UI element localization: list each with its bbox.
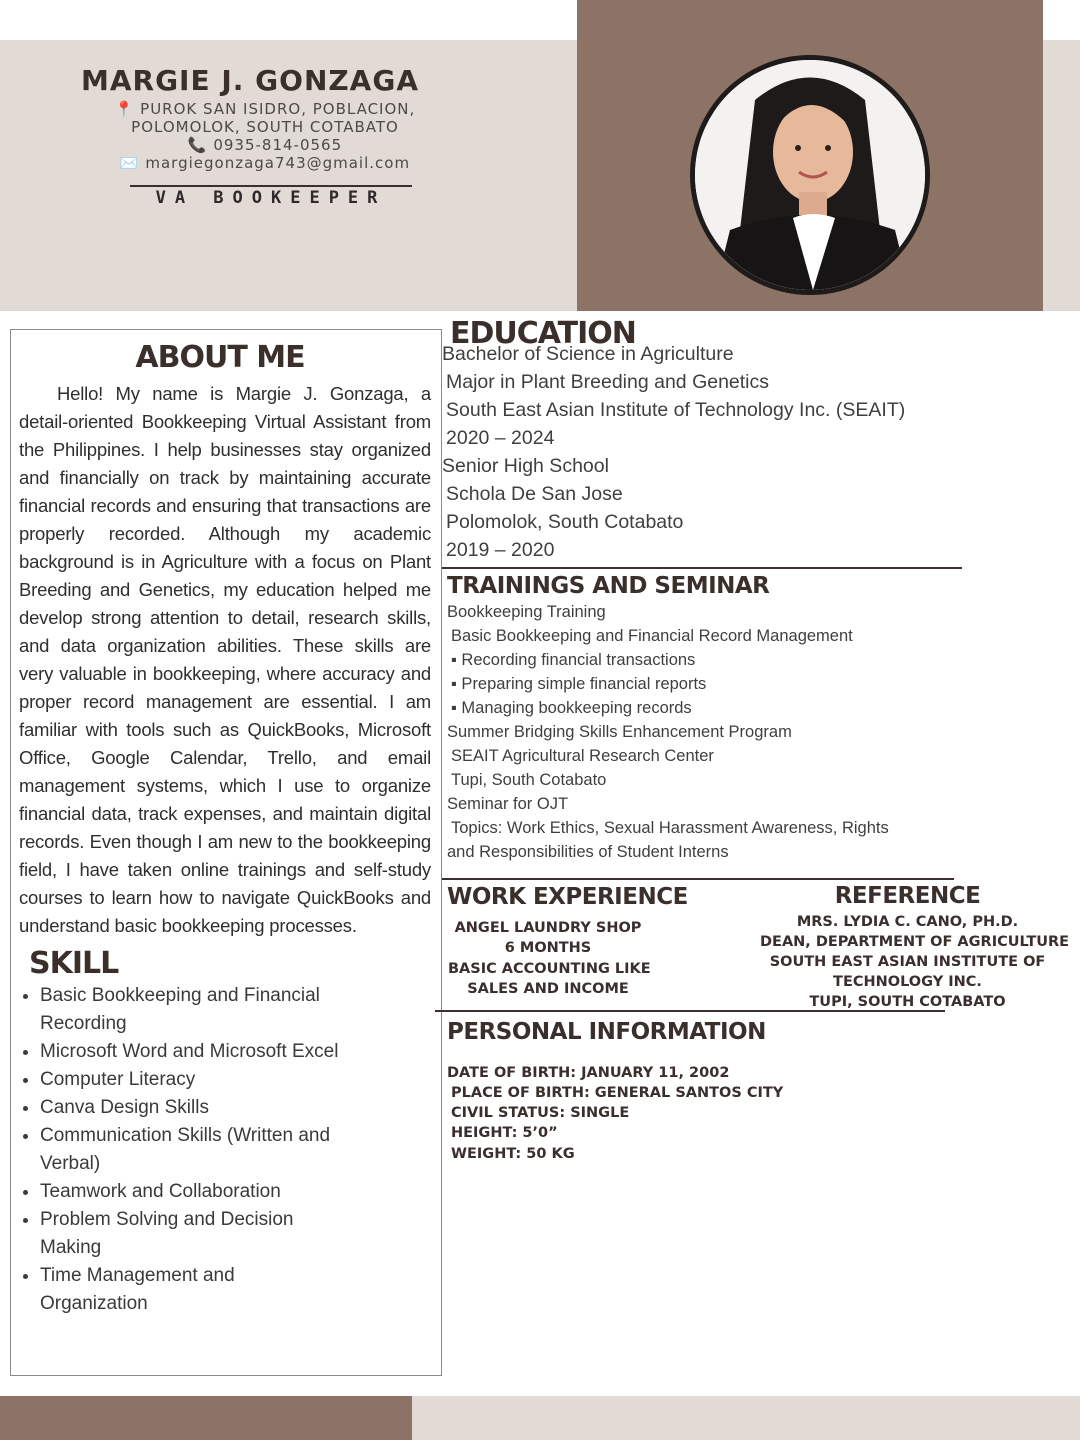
training-line: Seminar for OJT	[447, 795, 569, 813]
work-line: ANGEL LAUNDRY SHOP	[454, 920, 642, 936]
training-line: ▪ Preparing simple financial reports	[451, 675, 707, 693]
job-title: VA BOOKEEPER	[155, 188, 387, 208]
work-divider	[435, 1010, 945, 1012]
education-line: Major in Plant Breeding and Genetics	[446, 371, 770, 393]
education-heading: EDUCATION	[450, 316, 636, 351]
training-line: Basic Bookkeeping and Financial Record Management	[451, 627, 853, 645]
work-heading: WORK EXPERIENCE	[447, 884, 688, 910]
training-line: SEAIT Agricultural Research Center	[451, 747, 714, 765]
reference-line: DEAN, DEPARTMENT OF AGRICULTURE	[760, 934, 1070, 950]
education-line: Bachelor of Science in Agriculture	[442, 343, 734, 365]
person-portrait-icon	[695, 60, 925, 290]
skill-item: • Canva Design Skills	[40, 1094, 340, 1122]
phone-number: 📞 0935-814-0565	[187, 136, 343, 154]
training-line: ▪ Recording financial transactions	[451, 651, 696, 669]
reference-line: TECHNOLOGY INC.	[833, 974, 982, 990]
about-text: Hello! My name is Margie J. Gonzaga, a detail-oriented Bookkeeping Virtual Assistant from the Philippines. I help businesses stay organized and financially on track by maintaining accurate financial records and ensuring that transactions are properly recorded. Although my academic background is in Agriculture with a focus on Plant Breeding and Genetics, my education helped me develop strong attention to detail, research skills, and data organization abilities. These skills are very valuable in bookkeeping, where accuracy and proper record management are essential. I am familiar with tools such as QuickBooks, Microsoft Office, Google Calendar, Trello, and email management systems, which I use to organize financial data, track expenses, and maintain digital records. Even though I am new to the bookkeeping field, I have taken online trainings and self-study courses to learn how to navigate QuickBooks and understand basic bookkeeping processes.	[19, 383, 431, 936]
education-line: Senior High School	[442, 455, 609, 477]
skill-heading: SKILL	[29, 946, 119, 981]
header-divider	[130, 185, 412, 187]
reference-line: SOUTH EAST ASIAN INSTITUTE OF	[769, 954, 1046, 970]
work-line: BASIC ACCOUNTING LIKE	[448, 961, 651, 977]
training-line: Bookkeeping Training	[447, 603, 606, 621]
skill-item: • Basic Bookkeeping and Financial Recording	[40, 982, 340, 1038]
trainings-divider	[442, 878, 954, 880]
personal-line: PLACE OF BIRTH: GENERAL SANTOS CITY	[451, 1085, 784, 1101]
education-line: Schola De San Jose	[446, 483, 623, 505]
trainings-heading: TRAININGS AND SEMINAR	[447, 573, 770, 599]
education-line: 2020 – 2024	[446, 427, 555, 449]
skill-item: • Computer Literacy	[40, 1066, 340, 1094]
personal-line: CIVIL STATUS: SINGLE	[451, 1105, 630, 1121]
address-line-1: 📍 PUROK SAN ISIDRO, POBLACION,	[114, 100, 416, 118]
skill-item: • Microsoft Word and Microsoft Excel	[40, 1038, 340, 1066]
training-line: ▪ Managing bookkeeping records	[451, 699, 692, 717]
personal-line: DATE OF BIRTH: JANUARY 11, 2002	[447, 1065, 730, 1081]
work-line: 6 MONTHS	[504, 940, 592, 956]
skill-item: • Teamwork and Collaboration	[40, 1178, 340, 1206]
skill-item: • Communication Skills (Written and Verbal)	[40, 1122, 340, 1178]
work-line: SALES AND INCOME	[467, 981, 629, 997]
training-line: Summer Bridging Skills Enhancement Program	[447, 723, 792, 741]
personal-line: HEIGHT: 5’0”	[451, 1125, 558, 1141]
personal-heading: PERSONAL INFORMATION	[447, 1019, 766, 1045]
reference-line: MRS. LYDIA C. CANO, PH.D.	[796, 914, 1019, 930]
footer-accent-panel	[0, 1396, 412, 1440]
skill-item: • Time Management and Organization	[40, 1262, 340, 1318]
education-line: Polomolok, South Cotabato	[446, 511, 684, 533]
address-line-2: POLOMOLOK, SOUTH COTABATO	[131, 118, 399, 136]
about-heading: ABOUT ME	[135, 340, 305, 375]
training-line: Topics: Work Ethics, Sexual Harassment Awareness, Rights	[451, 819, 889, 837]
skill-item: • Problem Solving and Decision Making	[40, 1206, 340, 1262]
personal-line: WEIGHT: 50 KG	[451, 1146, 575, 1162]
education-line: 2019 – 2020	[446, 539, 555, 561]
profile-photo	[695, 60, 925, 290]
reference-heading: REFERENCE	[834, 883, 981, 909]
reference-line: TUPI, SOUTH COTABATO	[809, 994, 1006, 1010]
education-line: South East Asian Institute of Technology Inc. (SEAIT)	[446, 399, 906, 421]
email-address: ✉️ margiegonzaga743@gmail.com	[119, 154, 411, 172]
training-line: and Responsibilities of Student Interns	[447, 843, 729, 861]
education-divider	[442, 567, 962, 569]
candidate-name: MARGIE J. GONZAGA	[80, 64, 419, 97]
footer-background	[412, 1396, 1080, 1440]
skill-list	[20, 982, 340, 1318]
training-line: Tupi, South Cotabato	[451, 771, 607, 789]
